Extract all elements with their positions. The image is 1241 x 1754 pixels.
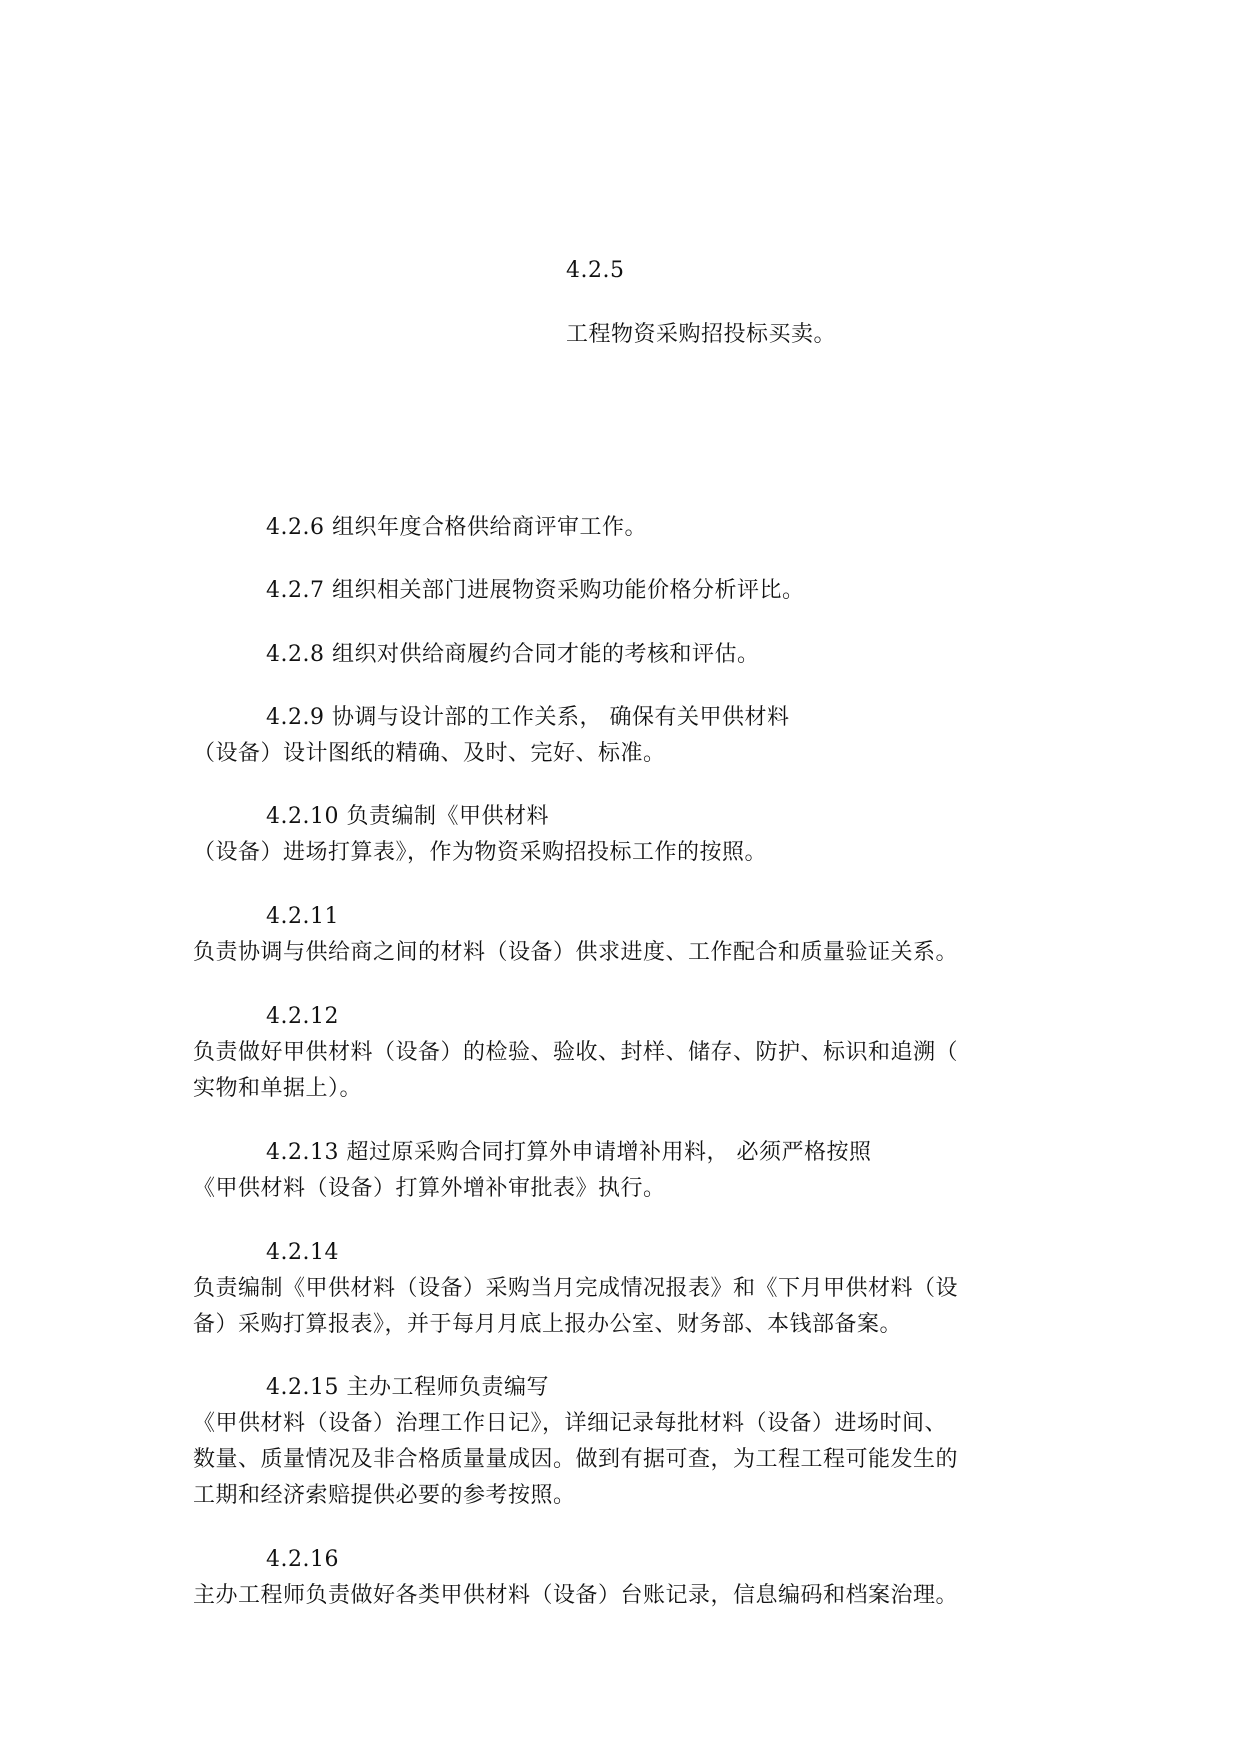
- list-item-4-2-15-line3: 数量、质量情况及非合格质量量成因。做到有据可查，为工程工程可能发生的: [193, 1447, 959, 1472]
- list-item-4-2-15-line1: 4.2.15 主办工程师负责编写: [266, 1375, 549, 1400]
- list-item-4-2-14-line2: 备）采购打算报表》，并于每月月底上报办公室、财务部、本钱部备案。: [193, 1312, 903, 1337]
- section-number: 4.2.5: [566, 258, 625, 283]
- list-item-4-2-9-line1: 4.2.9 协调与设计部的工作关系， 确保有关甲供材料: [266, 705, 790, 730]
- list-item-4-2-10-line1: 4.2.10 负责编制《甲供材料: [266, 804, 549, 829]
- list-item-4-2-11-number: 4.2.11: [266, 904, 339, 929]
- list-item-4-2-16-text: 主办工程师负责做好各类甲供材料（设备）台账记录，信息编码和档案治理。: [193, 1583, 959, 1608]
- list-item-4-2-15-line2: 《甲供材料（设备）治理工作日记》，详细记录每批材料（设备）进场时间、: [193, 1411, 948, 1436]
- list-item-4-2-12-line1: 负责做好甲供材料（设备）的检验、验收、封样、储存、防护、标识和追溯（: [193, 1040, 959, 1065]
- section-text: 工程物资采购招投标买卖。: [566, 322, 837, 347]
- list-item-4-2-15-line4: 工期和经济索赔提供必要的参考按照。: [193, 1483, 576, 1508]
- list-item-4-2-13-line1: 4.2.13 超过原采购合同打算外申请增补用料， 必须严格按照: [266, 1140, 872, 1165]
- list-item-4-2-6: 4.2.6 组织年度合格供给商评审工作。: [266, 515, 647, 540]
- list-item-4-2-9-line2: （设备）设计图纸的精确、及时、完好、标准。: [193, 741, 666, 766]
- list-item-4-2-10-line2: （设备）进场打算表》，作为物资采购招投标工作的按照。: [193, 840, 768, 865]
- list-item-4-2-12-number: 4.2.12: [266, 1004, 339, 1029]
- list-item-4-2-14-number: 4.2.14: [266, 1240, 339, 1265]
- list-item-4-2-8: 4.2.8 组织对供给商履约合同才能的考核和评估。: [266, 642, 760, 667]
- list-item-4-2-16-number: 4.2.16: [266, 1547, 339, 1572]
- list-item-4-2-14-line1: 负责编制《甲供材料（设备）采购当月完成情况报表》和《下月甲供材料（设: [193, 1276, 959, 1301]
- list-item-4-2-7: 4.2.7 组织相关部门进展物资采购功能价格分析评比。: [266, 578, 805, 603]
- list-item-4-2-11-text: 负责协调与供给商之间的材料（设备）供求进度、工作配合和质量验证关系。: [193, 940, 959, 965]
- list-item-4-2-13-line2: 《甲供材料（设备）打算外增补审批表》执行。: [193, 1176, 666, 1201]
- list-item-4-2-12-line2: 实物和单据上）。: [193, 1076, 363, 1101]
